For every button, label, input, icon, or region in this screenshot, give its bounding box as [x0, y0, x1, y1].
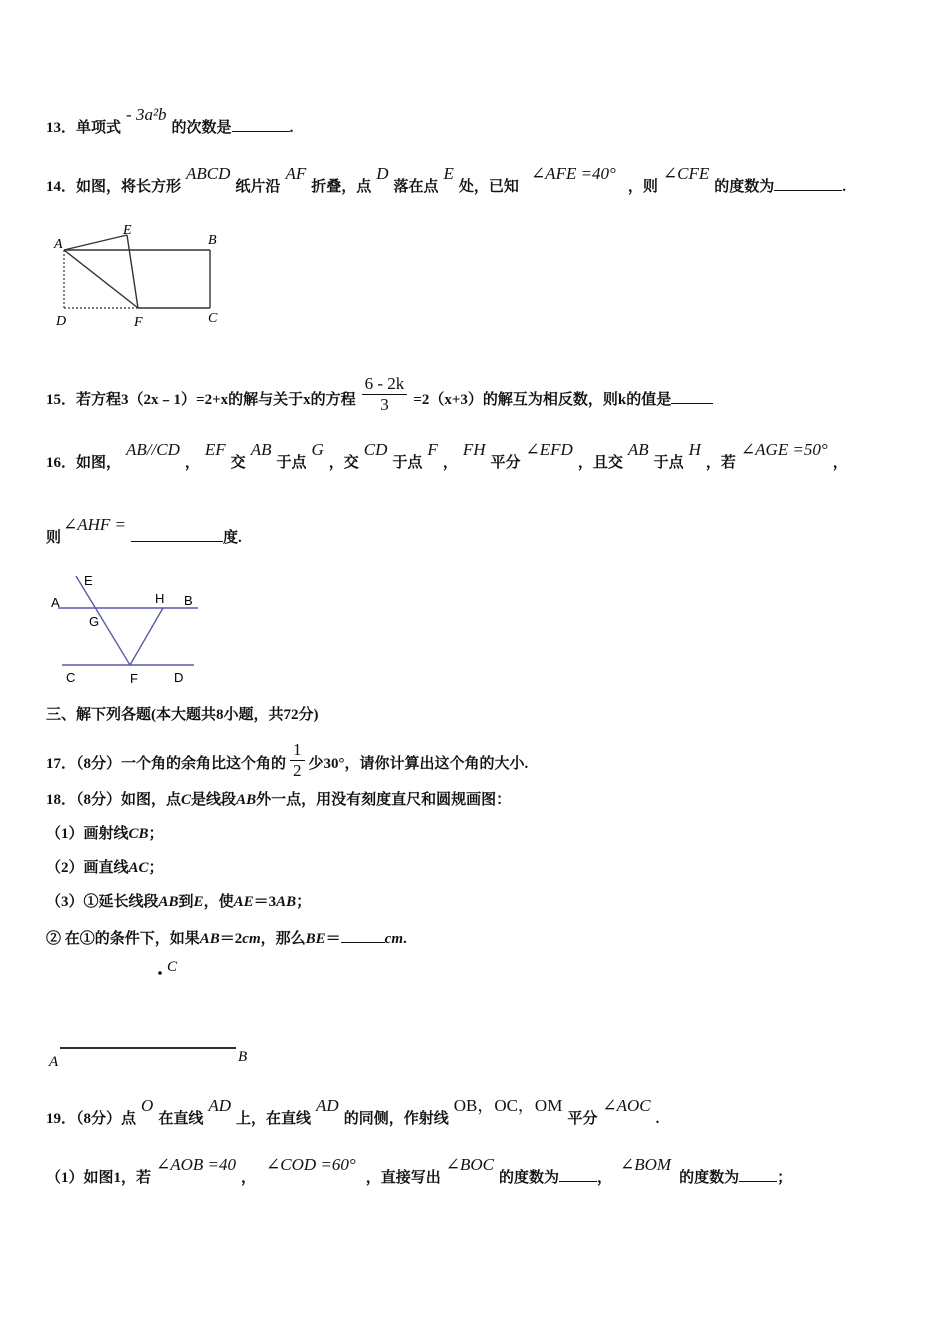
q-text: （8分）点: [76, 1111, 137, 1127]
segment-ae: [64, 235, 127, 250]
answer-blank[interactable]: [671, 388, 713, 404]
math-expr: D: [376, 164, 389, 183]
q-text: ，交: [328, 455, 359, 471]
q-text: BE: [305, 931, 326, 947]
segment-af: [64, 250, 138, 308]
q-text: ，: [442, 455, 458, 471]
math-expr: ∠AFE =40°: [530, 164, 616, 183]
label-h: H: [155, 591, 165, 606]
label-c: C: [167, 959, 178, 975]
q-text: 如图，将长方形: [76, 179, 182, 195]
q-text: ，: [597, 1170, 613, 1186]
q-text: 的度数为: [714, 179, 775, 195]
q-text: ，直接写出: [365, 1170, 441, 1186]
question-18-part-1: [46, 824, 164, 844]
label-b: B: [238, 1049, 248, 1065]
math-expr: ∠AOC: [602, 1096, 651, 1115]
q-text: AB: [158, 894, 179, 910]
q-text: 折叠，点: [311, 179, 372, 195]
fraction: [362, 374, 408, 415]
q-text: 的度数为: [498, 1170, 559, 1186]
q-text: 是线段: [191, 792, 237, 808]
q-text: 于点: [276, 455, 307, 471]
label-b: B: [208, 233, 217, 248]
q-text: 上，在直线: [236, 1111, 312, 1127]
math-expr: AF: [285, 164, 307, 183]
q-text: AB: [199, 931, 220, 947]
math-expr: ∠BOC: [445, 1155, 494, 1174]
label-a: A: [51, 595, 60, 610]
q-text: cm: [384, 931, 403, 947]
label-f: F: [134, 315, 143, 330]
q-text: C: [181, 792, 192, 808]
question-number: 13．: [46, 120, 77, 136]
q-text: 于点: [653, 455, 684, 471]
question-19: [46, 1096, 660, 1129]
segment-ef: [127, 235, 138, 308]
answer-blank[interactable]: [559, 1166, 597, 1182]
q-text: 单项式: [76, 120, 122, 136]
figure-14-folded-rectangle: [50, 222, 230, 332]
math-expr: AB//CD: [126, 440, 180, 459]
question-18: [46, 790, 511, 810]
point-c: [158, 971, 162, 975]
math-expr: ∠AHF =: [63, 515, 127, 534]
q-text: 的度数为: [679, 1170, 740, 1186]
q-text: ＝: [325, 931, 341, 947]
question-number: 19．: [46, 1111, 77, 1127]
q-text: ，: [832, 455, 848, 471]
q-text: 处，已知: [458, 179, 519, 195]
q-text: AE: [233, 894, 254, 910]
math-expr: ∠BOM: [620, 1155, 672, 1174]
q-text: ；: [296, 894, 312, 910]
math-expr: AD: [316, 1096, 339, 1115]
q-text: AC: [128, 860, 149, 876]
math-expr: ∠COD =60°: [266, 1155, 356, 1174]
line-ef: [76, 576, 130, 665]
fraction-numerator: 1: [290, 740, 305, 761]
q-text: 落在点: [393, 179, 439, 195]
math-expr: ∠EFD: [525, 440, 573, 459]
q-text: （8分）如图，点: [76, 792, 182, 808]
fraction-denominator: 2: [293, 761, 302, 780]
q-text: ，且交: [577, 455, 623, 471]
label-b: B: [184, 593, 193, 608]
q-text: .: [842, 179, 846, 195]
q-text: 的同侧，作射线: [343, 1111, 449, 1127]
label-c: C: [208, 311, 218, 326]
q-text: 则: [46, 530, 62, 546]
label-d: D: [174, 670, 184, 685]
q-text: .: [403, 931, 407, 947]
answer-blank[interactable]: [774, 175, 842, 191]
math-expr: G: [311, 440, 324, 459]
math-expr: EF: [204, 440, 226, 459]
math-expr: AB: [250, 440, 272, 459]
question-17: [46, 740, 529, 785]
math-expr: AB: [627, 440, 649, 459]
question-14: [46, 164, 846, 197]
q-text: 纸片沿: [235, 179, 281, 195]
q-text: 如图，: [76, 455, 122, 471]
question-15: [46, 374, 713, 421]
question-number: 18．: [46, 792, 77, 808]
label-d: D: [56, 314, 67, 329]
figure-16-parallel-lines: [44, 570, 214, 690]
question-16-continued: [46, 515, 242, 548]
question-13: [46, 105, 294, 138]
q-text: 于点: [392, 455, 423, 471]
q-text: 少30°，请你计算出这个角的大小.: [308, 755, 529, 772]
q-text: （3）①延长线段: [46, 894, 159, 910]
q-text: ；: [148, 860, 164, 876]
q-text: 交: [230, 455, 246, 471]
q-text: ，使: [203, 894, 234, 910]
q-text: 到: [178, 894, 194, 910]
math-expr: F: [427, 440, 438, 459]
answer-blank[interactable]: [341, 927, 385, 943]
q-text: 若方程3（2x﹣1）=2+x的解与关于x的方程: [76, 391, 356, 408]
q-text: ，则: [627, 179, 658, 195]
fraction-denominator: 3: [380, 395, 389, 414]
math-expr: ∠CFE: [662, 164, 710, 183]
q-text: ＝3: [253, 894, 277, 910]
q-text: （1）画射线: [46, 826, 129, 842]
question-16: [46, 440, 848, 473]
q-text: 平分: [567, 1111, 598, 1127]
math-expr: - 3a²b: [126, 105, 167, 124]
question-18-part-4: [46, 927, 407, 949]
answer-blank[interactable]: [739, 1166, 777, 1182]
question-number: 14．: [46, 179, 77, 195]
figure-18-point-and-segment: [40, 950, 270, 1075]
q-text: ；: [777, 1170, 793, 1186]
section-heading: 三、解下列各题(本大题共8小题，共72分): [46, 707, 319, 723]
label-a: A: [49, 1054, 59, 1070]
math-expr: FH: [462, 440, 486, 459]
label-e: E: [84, 573, 93, 588]
q-text: ，那么: [260, 931, 306, 947]
question-number: 17．: [46, 755, 77, 772]
q-text: 的次数是: [171, 120, 232, 136]
math-expr: ABCD: [186, 164, 231, 183]
math-expr: H: [688, 440, 701, 459]
math-expr: E: [443, 164, 454, 183]
label-a: A: [54, 237, 63, 252]
q-text: CB: [128, 826, 149, 842]
label-g: G: [89, 614, 100, 629]
math-expr: OB，OC，OM: [453, 1096, 563, 1115]
fraction: [290, 740, 305, 781]
q-text: .: [655, 1111, 660, 1127]
q-text: .: [289, 120, 294, 136]
label-c: C: [66, 670, 76, 685]
q-text: ；: [148, 826, 164, 842]
label-e: E: [123, 223, 132, 238]
q-text: AB: [236, 792, 257, 808]
answer-blank[interactable]: [131, 526, 223, 542]
q-text: =2（x+3）的解互为相反数，则k的值是: [413, 391, 672, 408]
q-text: （1）如图1，若: [46, 1170, 152, 1186]
fraction-numerator: 6 - 2k: [362, 374, 408, 395]
math-expr: CD: [363, 440, 388, 459]
question-number: 15．: [46, 391, 77, 408]
math-expr: O: [141, 1096, 154, 1115]
question-19-part-1: [46, 1155, 793, 1188]
question-18-part-3: [46, 892, 311, 912]
q-text: ＝2: [219, 931, 243, 947]
segment-fh: [130, 608, 163, 665]
q-text: ，: [241, 1170, 257, 1186]
q-text: 平分: [490, 455, 521, 471]
q-text: ，: [184, 455, 200, 471]
q-text: （8分）一个角的余角比这个角的: [76, 755, 287, 772]
q-text: cm: [242, 931, 261, 947]
q-text: ② 在①的条件下，如果: [46, 931, 200, 947]
q-text: 在直线: [158, 1111, 204, 1127]
answer-blank[interactable]: [232, 116, 290, 132]
math-expr: ∠AGE =50°: [740, 440, 828, 459]
q-text: （2）画直线: [46, 860, 129, 876]
question-18-part-2: [46, 858, 164, 878]
q-text: ，若: [705, 455, 736, 471]
math-expr: AD: [208, 1096, 231, 1115]
q-text: E: [193, 894, 204, 910]
question-number: 16．: [46, 455, 77, 471]
q-text: 度.: [223, 530, 242, 546]
math-expr: ∠AOB =40: [156, 1155, 237, 1174]
label-f: F: [130, 671, 138, 686]
q-text: 外一点，用没有刻度直尺和圆规画图：: [256, 792, 512, 808]
q-text: AB: [276, 894, 297, 910]
